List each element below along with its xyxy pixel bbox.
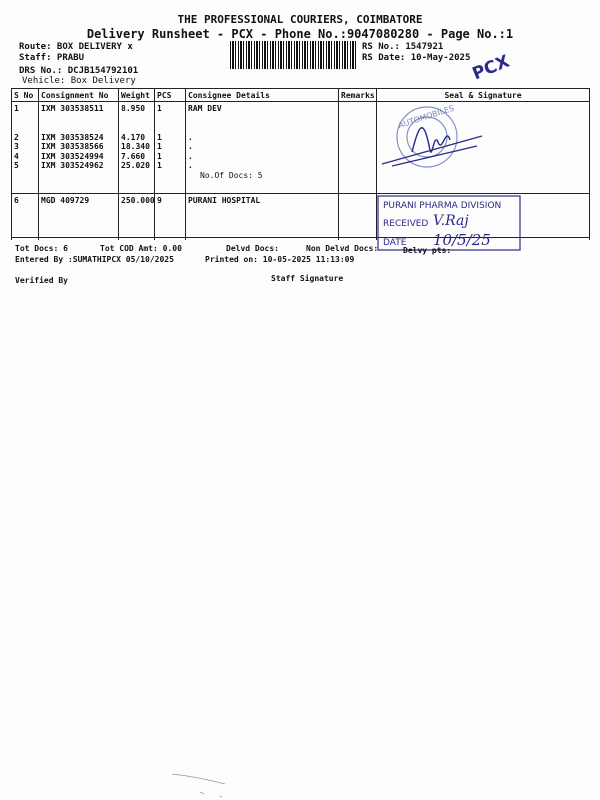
rs-date: RS Date: 10-May-2025: [362, 53, 471, 63]
remarks-cell: [339, 194, 377, 240]
no-of-docs: No.Of Docs: 5: [200, 170, 263, 180]
staff-signature: Staff Signature: [271, 274, 344, 283]
table-row: [12, 102, 590, 194]
barcode: [230, 41, 356, 69]
consignment-cell: IXM 303538511 IXM 303538524 IXM 303538566 IXM 303524994 IXM 303524962: [39, 102, 119, 194]
table-header-row: [12, 89, 590, 102]
runsheet-title: Delivery Runsheet - PCX - Phone No.:9047080280 - Page No.:1: [86, 27, 514, 41]
entered-by: Entered By :SUMATHIPCX 05/10/2025: [15, 255, 174, 264]
route-label: Route: BOX DELIVERY x: [19, 42, 133, 52]
drs-number: DRS No.: DCJB154792101: [19, 66, 139, 76]
col-remarks: Remarks: [339, 89, 377, 102]
staff-label: Staff: PRABU: [19, 53, 85, 63]
purani-received-stamp: [375, 193, 525, 253]
pcs-cell: 1 1 1 1 1: [155, 102, 186, 194]
purani-stamp-line1: PURANI PHARMA DIVISION: [383, 201, 502, 211]
purani-stamp-received: RECEIVED: [383, 219, 429, 229]
verified-by: Verified By: [15, 276, 68, 285]
delvd-docs: Delvd Docs:: [226, 244, 279, 253]
sno-cell: 6: [12, 194, 39, 240]
col-consignee: Consignee Details: [186, 89, 339, 102]
weight-cell: 8.950 4.170 18.340 7.660 25.020: [119, 102, 155, 194]
col-pcs: PCS: [155, 89, 186, 102]
purani-stamp-handwritten-name: V.Raj: [433, 213, 469, 229]
col-sno: S No: [12, 89, 39, 102]
rs-number: RS No.: 1547921: [362, 42, 444, 52]
non-delvd-docs: Non Delvd Docs:: [306, 244, 379, 253]
purani-stamp-date: DATE: [383, 238, 407, 248]
pcs-cell: 9: [155, 194, 186, 240]
printed-on: Printed on: 10-05-2025 11:13:09: [205, 255, 355, 264]
col-weight: Weight: [119, 89, 155, 102]
consignee-cell: RAM DEV . . . . No.Of Docs: 5: [186, 102, 339, 194]
pcx-stamp: PCX: [469, 51, 513, 85]
purani-stamp-handwritten-date: 10/5/25: [433, 231, 491, 249]
bottom-pen-scribble: [170, 770, 260, 800]
automobiles-seal-text: AUTOMOBILES: [397, 103, 456, 131]
weight-cell: 250.000: [119, 194, 155, 240]
sno-cell: 1 2 3 4 5: [12, 102, 39, 194]
consignee-cell: PURANI HOSPITAL: [186, 194, 339, 240]
company-name: THE PROFESSIONAL COURIERS, COIMBATORE: [177, 13, 423, 26]
tot-cod-amount: Tot COD Amt: 0.00: [100, 244, 182, 253]
remarks-cell: [339, 102, 377, 194]
col-seal-signature: Seal & Signature: [377, 89, 590, 102]
delvy-pts: Delvy pts:: [403, 246, 452, 255]
tot-docs: Tot Docs: 6: [15, 244, 68, 253]
vehicle-label: Vehicle: Box Delivery: [22, 76, 136, 86]
automobiles-seal-stamp: [372, 102, 492, 176]
consignment-cell: MGD 409729: [39, 194, 119, 240]
col-consignment: Consignment No: [39, 89, 119, 102]
